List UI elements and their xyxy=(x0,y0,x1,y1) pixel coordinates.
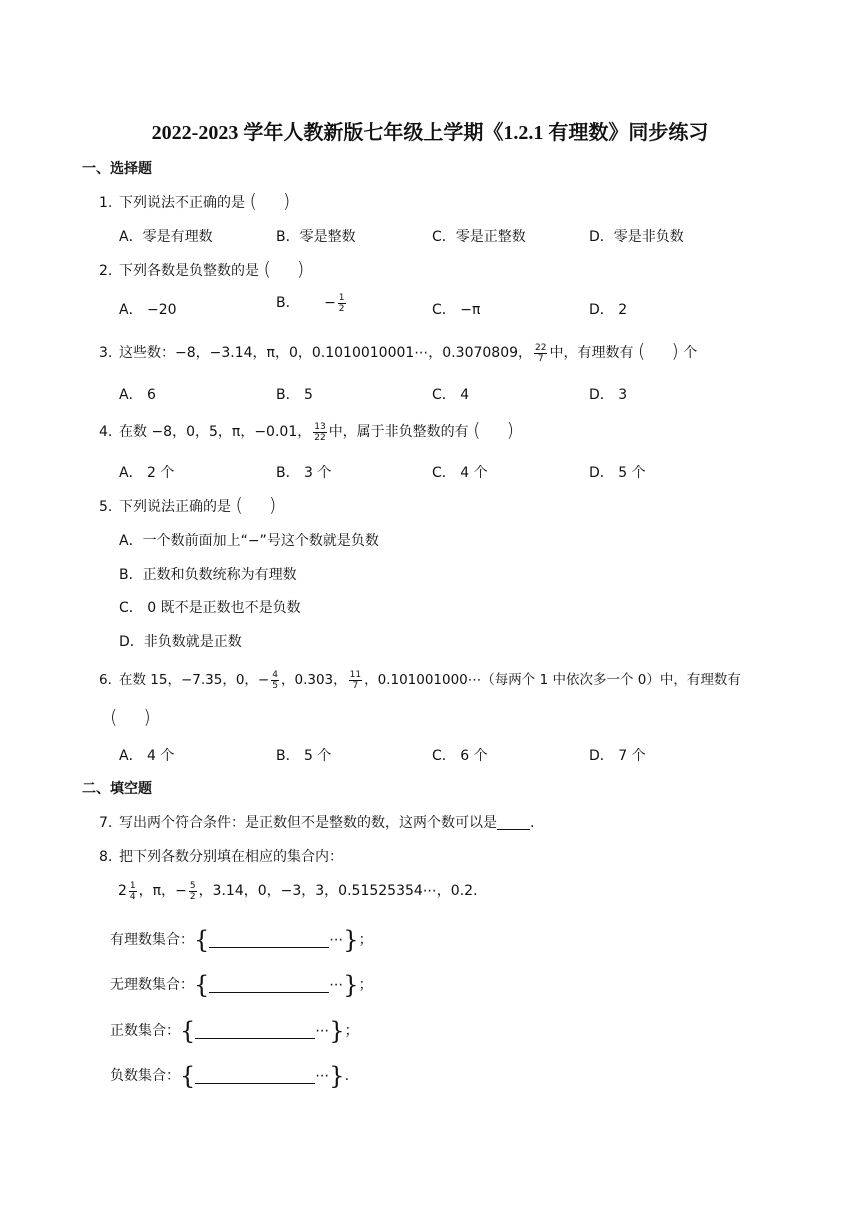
q5-option-a: A．一个数前面加上“−”号这个数就是负数 xyxy=(119,533,379,549)
question-text: 下列各数是负整数的是 xyxy=(119,263,259,279)
question-6: 6. 在数 15，−7.35，0，− $\frac{4}{5}$ ，0.303， $\frac{11}{7}$ ，0.101001000⋯（每两个 1 中依次多一个 0）中，有理数有 xyxy=(99,669,741,691)
question-number: 2. xyxy=(99,263,113,279)
right-brace-icon: } xyxy=(343,971,359,999)
question-number: 6. xyxy=(99,672,112,688)
set-negative: 负数集合：{ ⋯}. xyxy=(110,1062,350,1090)
question-2 xyxy=(99,258,304,280)
answer-paren-close: ) xyxy=(268,494,277,516)
q6-option-d: D． 7 个 xyxy=(589,748,646,764)
question-5 xyxy=(99,494,276,516)
answer-paren-open: ( xyxy=(235,494,243,516)
fraction: $\frac{5}{2}$ xyxy=(189,880,196,902)
question-text: 把下列各数分别填在相应的集合内： xyxy=(119,849,343,865)
answer-paren-close: ) xyxy=(671,340,679,362)
q3-option-d: D． 3 xyxy=(589,387,628,403)
fraction: $\frac{22}{7}$ xyxy=(535,342,547,364)
q5-option-c: C． 0 既不是正数也不是负数 xyxy=(119,600,301,616)
question-4: 4. 在数 −8，0，5，π，−0.01， $\frac{13}{22}$ 中，属于非负整数的有 ( ) xyxy=(99,419,514,443)
q6-option-b: B． 5 个 xyxy=(276,748,332,764)
answer-paren-open: ( xyxy=(263,258,271,280)
answer-paren-close: ) xyxy=(296,258,305,280)
fraction: $\frac{1}{2}$ xyxy=(338,292,345,314)
left-brace-icon: { xyxy=(194,971,210,999)
right-brace-icon: } xyxy=(329,1017,345,1045)
question-text: 写出两个符合条件：是正数但不是整数的数，这两个数可以是 xyxy=(119,815,497,831)
q5-option-b: B．正数和负数统称为有理数 xyxy=(119,567,297,583)
fraction: $\frac{13}{22}$ xyxy=(314,421,326,443)
question-number: 7. xyxy=(99,815,113,831)
set-rational-blank[interactable] xyxy=(209,933,329,948)
right-brace-icon: } xyxy=(329,1062,345,1090)
set-positive: 正数集合：{ ⋯}； xyxy=(110,1017,359,1045)
question-number: 8. xyxy=(99,849,113,865)
q5-option-d: D．非负数就是正数 xyxy=(119,634,242,650)
question-number: 5. xyxy=(99,499,113,515)
answer-paren-open: ( xyxy=(637,340,646,362)
q2-option-a: A． −20 xyxy=(119,302,177,318)
right-brace-icon: } xyxy=(343,926,359,954)
q4-option-c: C． 4 个 xyxy=(432,465,488,481)
fraction: $\frac{11}{7}$ xyxy=(349,669,362,691)
q3-option-b: B． 5 xyxy=(276,387,313,403)
question-number: 4. xyxy=(99,424,113,440)
q3-option-a: A． 6 xyxy=(119,387,156,403)
set-negative-blank[interactable] xyxy=(195,1069,315,1084)
q2-option-d: D． 2 xyxy=(589,302,628,318)
q8-number-list: 2 $\frac{1}{4}$ ，π，− $\frac{5}{2}$ ，3.14，0，−3，3，0.51525354⋯，0.2. xyxy=(118,880,478,902)
question-number: 3. xyxy=(99,345,113,361)
answer-paren-open: ( xyxy=(473,419,481,441)
question-1 xyxy=(99,190,290,212)
question-text: 下列说法不正确的是 xyxy=(119,195,245,211)
section-heading-fill: 二、填空题 xyxy=(82,781,152,797)
q1-option-d: D．零是非负数 xyxy=(589,229,684,245)
answer-paren-open: ( xyxy=(249,190,257,212)
q2-option-b: B． − $\frac{1}{2}$ xyxy=(276,292,345,314)
q1-option-b: B．零是整数 xyxy=(276,229,356,245)
section-heading-choice: 一、选择题 xyxy=(82,161,152,177)
q4-option-b: B． 3 个 xyxy=(276,465,332,481)
set-rational: 有理数集合：{ ⋯}； xyxy=(110,926,373,954)
set-irrational-blank[interactable] xyxy=(209,978,329,993)
q3-option-c: C． 4 xyxy=(432,387,470,403)
q1-option-a: A．零是有理数 xyxy=(119,229,213,245)
set-positive-blank[interactable] xyxy=(195,1024,315,1039)
q4-option-a: A． 2 个 xyxy=(119,465,175,481)
fraction: $\frac{4}{5}$ xyxy=(272,669,278,691)
answer-blank[interactable] xyxy=(497,817,530,830)
fraction: $\frac{1}{4}$ xyxy=(129,880,136,902)
q1-option-c: C．零是正整数 xyxy=(432,229,526,245)
left-brace-icon: { xyxy=(180,1017,196,1045)
question-text: 下列说法正确的是 xyxy=(119,499,231,515)
question-7: 7. 写出两个符合条件：是正数但不是整数的数，这两个数可以是 . xyxy=(99,815,535,831)
q4-option-d: D． 5 个 xyxy=(589,465,646,481)
question-3: 3. 这些数：−8，−3.14，π，0，0.1010010001⋯，0.3070809， $\frac{22}{7}$ 中，有理数有 ( ) 个 xyxy=(99,340,698,364)
q2-option-c: C． −π xyxy=(432,302,481,318)
left-brace-icon: { xyxy=(194,926,210,954)
left-brace-icon: { xyxy=(180,1062,196,1090)
answer-paren-close: ) xyxy=(506,419,514,441)
question-8 xyxy=(99,846,343,866)
answer-paren-close: ) xyxy=(282,190,291,212)
q6-answer-paren: ( ) xyxy=(110,706,151,728)
page-title: 2022-2023 学年人教新版七年级上学期《1.2.1 有理数》同步练习 xyxy=(151,122,709,144)
q6-option-c: C． 6 个 xyxy=(432,748,488,764)
set-irrational: 无理数集合：{ ⋯}； xyxy=(110,971,373,999)
q6-option-a: A． 4 个 xyxy=(119,748,175,764)
question-number: 1. xyxy=(99,195,113,211)
